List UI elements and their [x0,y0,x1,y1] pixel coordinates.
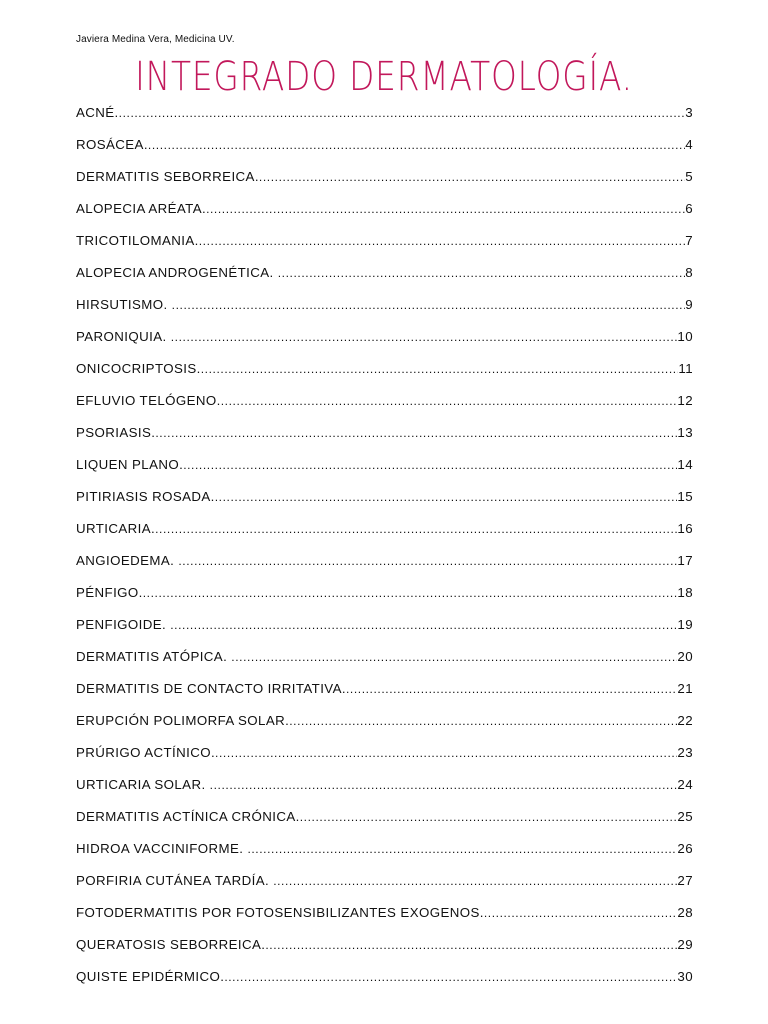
toc-entry-page: 4 [685,137,693,152]
toc-entry[interactable] [76,646,693,678]
toc-entry[interactable] [76,166,693,198]
toc-entry[interactable] [76,614,693,646]
toc-entry-label: ACNÉ. [76,105,119,120]
toc-entry[interactable] [76,198,693,230]
toc-entry-label: ROSÁCEA. [76,137,148,152]
toc-entry-page: 9 [685,297,693,312]
toc-entry-page: 19 [677,617,693,632]
toc-entry-label: PSORIASIS. [76,425,156,440]
toc-entry-label: PITIRIASIS ROSADA. [76,489,215,504]
toc-dot-leader [148,134,685,156]
toc-entry[interactable] [76,326,693,358]
toc-dot-leader [289,710,677,732]
toc-dot-leader [155,518,677,540]
toc-entry-page: 8 [685,265,693,280]
toc-entry[interactable] [76,134,693,166]
toc-entry[interactable] [76,230,693,262]
toc-entry-label: PRÚRIGO ACTÍNICO. [76,745,216,760]
toc-entry-page: 21 [677,681,693,696]
toc-dot-leader [206,198,685,220]
toc-entry[interactable] [76,806,693,838]
toc-entry-page: 7 [685,233,693,248]
toc-entry-label: ERUPCIÓN POLIMORFA SOLAR. [76,713,290,728]
toc-entry[interactable] [76,422,693,454]
toc-entry-label: LIQUEN PLANO. [76,457,184,472]
toc-entry-page: 12 [677,393,693,408]
toc-entry-page: 23 [677,745,693,760]
toc-entry[interactable] [76,550,693,582]
toc-dot-leader [171,326,678,348]
toc-entry-page: 30 [677,969,693,984]
toc-entry-label: DERMATITIS DE CONTACTO IRRITATIVA. [76,681,346,696]
toc-entry[interactable] [76,358,693,390]
toc-entry[interactable] [76,774,693,806]
author-line: Javiera Medina Vera, Medicina UV. [76,34,235,45]
toc-entry-page: 18 [677,585,693,600]
toc-entry-page: 29 [677,937,693,952]
toc-entry-page: 25 [677,809,693,824]
toc-entry-page: 15 [677,489,693,504]
toc-entry[interactable] [76,102,693,134]
toc-entry[interactable] [76,710,693,742]
toc-dot-leader [210,774,678,796]
toc-entry-page: 10 [677,329,693,344]
toc-entry-page: 11 [678,361,693,376]
toc-entry-label: EFLUVIO TELÓGENO. [76,393,221,408]
toc-dot-leader [215,486,678,508]
toc-dot-leader [484,902,678,924]
toc-dot-leader [300,806,678,828]
toc-entry[interactable] [76,742,693,774]
toc-entry-label: URTICARIA SOLAR. [76,777,210,792]
toc-entry-page: 6 [685,201,693,216]
toc-entry[interactable] [76,518,693,550]
toc-dot-leader [183,454,677,476]
toc-entry-label: DERMATITIS SEBORREICA. [76,169,259,184]
toc-entry-page: 5 [685,169,693,184]
toc-dot-leader [247,838,677,860]
document-title: INTEGRADO DERMATOLOGÍA. [135,54,633,100]
toc-entry-label: TRICOTILOMANIA. [76,233,199,248]
toc-dot-leader [143,582,678,604]
toc-dot-leader [346,678,677,700]
toc-entry-label: DERMATITIS ACTÍNICA CRÓNICA. [76,809,300,824]
toc-entry[interactable] [76,582,693,614]
table-of-contents [76,102,693,998]
toc-dot-leader [231,646,677,668]
toc-entry[interactable] [76,934,693,966]
toc-dot-leader [259,166,685,188]
toc-entry-label: ALOPECIA ANDROGENÉTICA. [76,265,278,280]
toc-entry-page: 3 [685,105,693,120]
toc-entry-page: 17 [677,553,693,568]
toc-entry-page: 22 [677,713,693,728]
toc-dot-leader [265,934,677,956]
toc-entry-page: 27 [677,873,693,888]
toc-entry-label: ALOPECIA ARÉATA. [76,201,207,216]
toc-dot-leader [201,358,679,380]
toc-entry[interactable] [76,294,693,326]
toc-entry-page: 20 [677,649,693,664]
toc-entry-label: PORFIRIA CUTÁNEA TARDÍA. [76,873,274,888]
toc-entry-label: ANGIOEDEMA. [76,553,179,568]
toc-entry[interactable] [76,454,693,486]
toc-entry-label: FOTODERMATITIS POR FOTOSENSIBILIZANTES EXOGENOS. [76,905,484,920]
toc-entry-label: HIDROA VACCINIFORME. [76,841,248,856]
toc-dot-leader [178,550,677,572]
toc-entry-page: 14 [677,457,693,472]
toc-entry[interactable] [76,966,693,998]
toc-entry-page: 13 [677,425,693,440]
toc-entry[interactable] [76,262,693,294]
toc-entry-label: QUISTE EPIDÉRMICO. [76,969,225,984]
toc-dot-leader [278,262,685,284]
toc-entry-label: PARONIQUIA. [76,329,171,344]
toc-entry[interactable] [76,870,693,902]
toc-entry-page: 26 [677,841,693,856]
toc-dot-leader [221,390,678,412]
toc-dot-leader [119,102,686,124]
toc-entry-label: URTICARIA. [76,521,156,536]
toc-entry[interactable] [76,390,693,422]
toc-dot-leader [215,742,677,764]
toc-dot-leader [273,870,677,892]
toc-dot-leader [224,966,677,988]
toc-dot-leader [155,422,677,444]
toc-entry[interactable] [76,838,693,870]
toc-entry[interactable] [76,902,693,934]
toc-dot-leader [170,614,677,636]
toc-entry-label: HIRSUTISMO. [76,297,172,312]
toc-entry-page: 24 [677,777,693,792]
toc-entry-label: PENFIGOIDE. [76,617,171,632]
toc-entry-page: 16 [677,521,693,536]
toc-entry-label: DERMATITIS ATÓPICA. [76,649,232,664]
toc-dot-leader [199,230,685,252]
toc-entry-label: PÉNFIGO. [76,585,143,600]
toc-entry-label: QUERATOSIS SEBORREICA. [76,937,266,952]
toc-entry-page: 28 [677,905,693,920]
toc-entry[interactable] [76,486,693,518]
toc-dot-leader [172,294,686,316]
toc-entry-label: ONICOCRIPTOSIS. [76,361,201,376]
toc-entry[interactable] [76,678,693,710]
